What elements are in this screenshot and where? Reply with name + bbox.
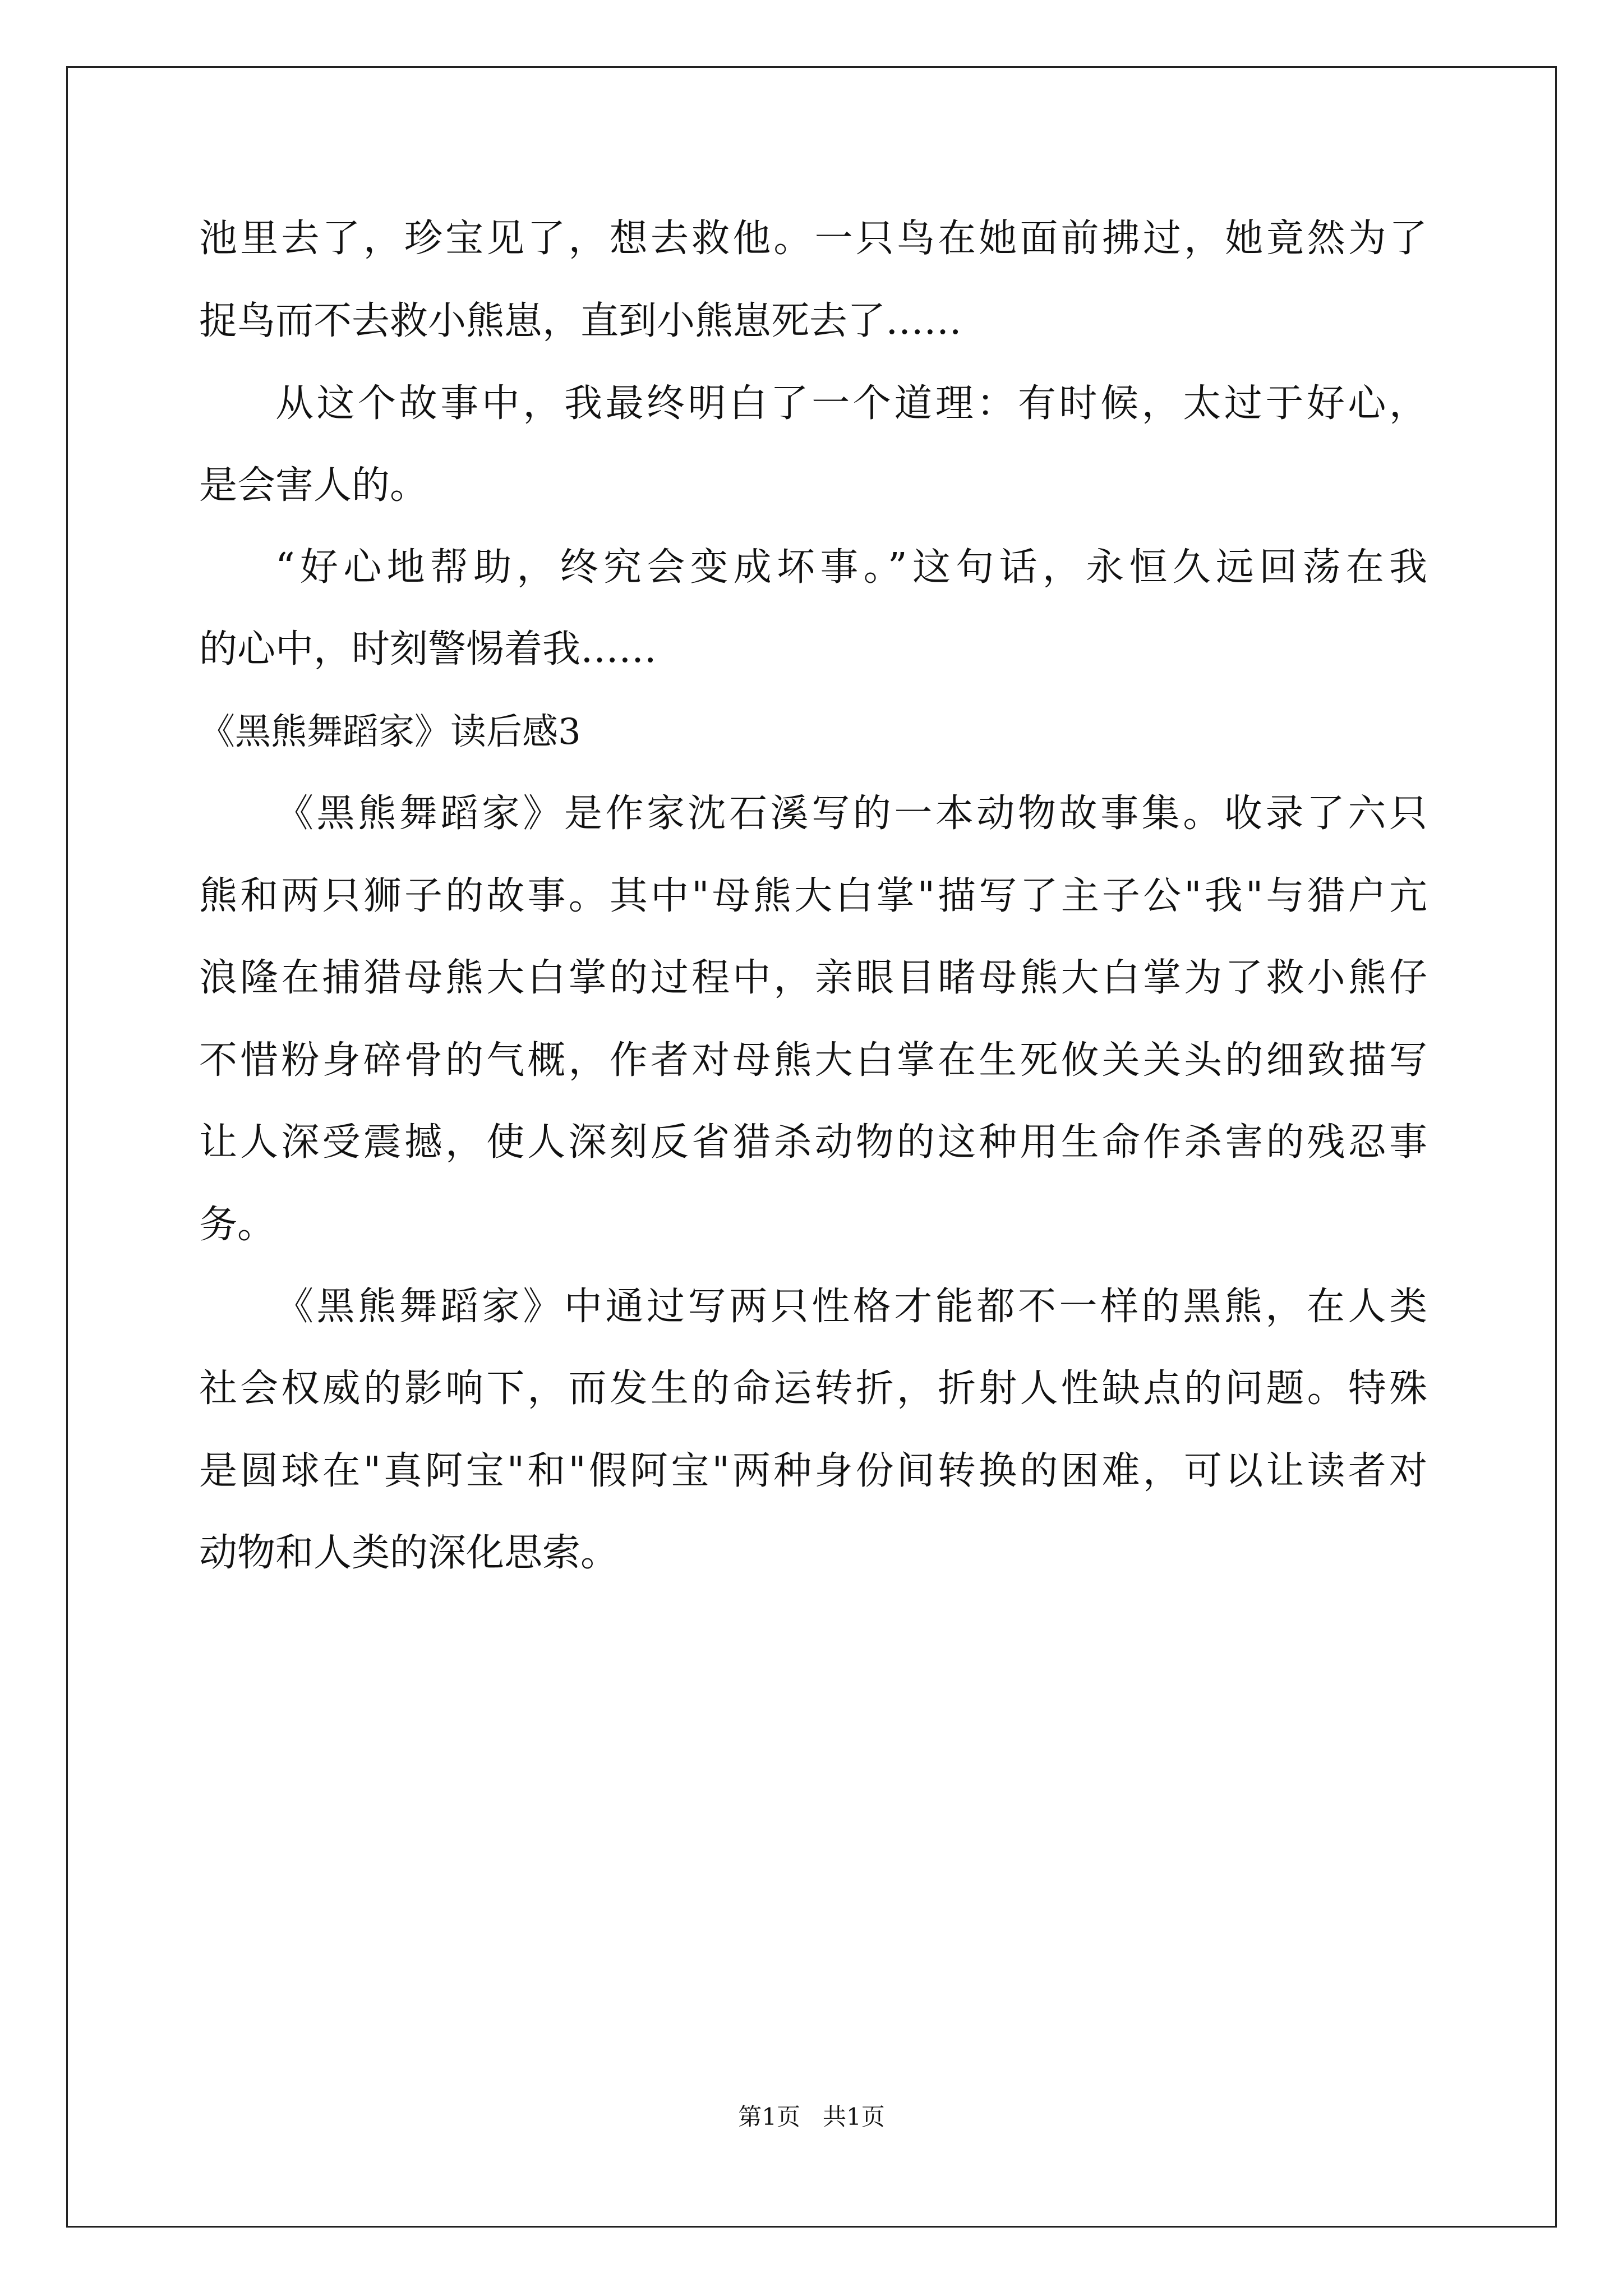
body-text-line: 动物和人类的深化思索。: [199, 1531, 619, 1575]
body-text-line: “好心地帮助，终究会变成坏事。”这句话，永恒久远回荡在我: [275, 545, 1427, 590]
body-text-line: 务。: [199, 1203, 276, 1247]
page-footer: [0, 2101, 1623, 2133]
body-text-line: 让人深受震撼，使人深刻反省猎杀动物的这种用生命作杀害的残忍事: [199, 1120, 1427, 1165]
body-text-line: 不惜粉身碎骨的气概，作者对母熊大白掌在生死攸关关头的细致描写: [199, 1038, 1427, 1083]
body-text-line: 是圆球在"真阿宝"和"假阿宝"两种身份间转换的困难，可以让读者对: [199, 1449, 1427, 1493]
section-heading: 《黑熊舞蹈家》读后感3: [199, 711, 581, 753]
body-text-line: 《黑熊舞蹈家》是作家沈石溪写的一本动物故事集。收录了六只: [275, 792, 1427, 836]
body-text-line: 捉鸟而不去救小熊崽，直到小熊崽死去了……: [199, 299, 962, 343]
page-total: 共1页: [823, 2103, 885, 2131]
body-text-line: 从这个故事中，我最终明白了一个道理：有时候，太过于好心，: [275, 381, 1427, 426]
body-text-line: 熊和两只狮子的故事。其中"母熊大白掌"描写了主子公"我"与猎户亢: [199, 874, 1427, 918]
body-text-line: 浪隆在捕猎母熊大白掌的过程中，亲眼目睹母熊大白掌为了救小熊仔: [199, 956, 1427, 1000]
body-text-line: 池里去了，珍宝见了，想去救他。一只鸟在她面前拂过，她竟然为了: [199, 217, 1427, 261]
page-number: 第1页: [738, 2103, 800, 2131]
body-text-line: 社会权威的影响下，而发生的命运转折，折射人性缺点的问题。特殊: [199, 1366, 1427, 1411]
body-text-line: 是会害人的。: [199, 463, 428, 508]
body-text-line: 《黑熊舞蹈家》中通过写两只性格才能都不一样的黑熊，在人类: [275, 1285, 1427, 1329]
body-text-line: 的心中，时刻警惕着我……: [199, 627, 657, 671]
